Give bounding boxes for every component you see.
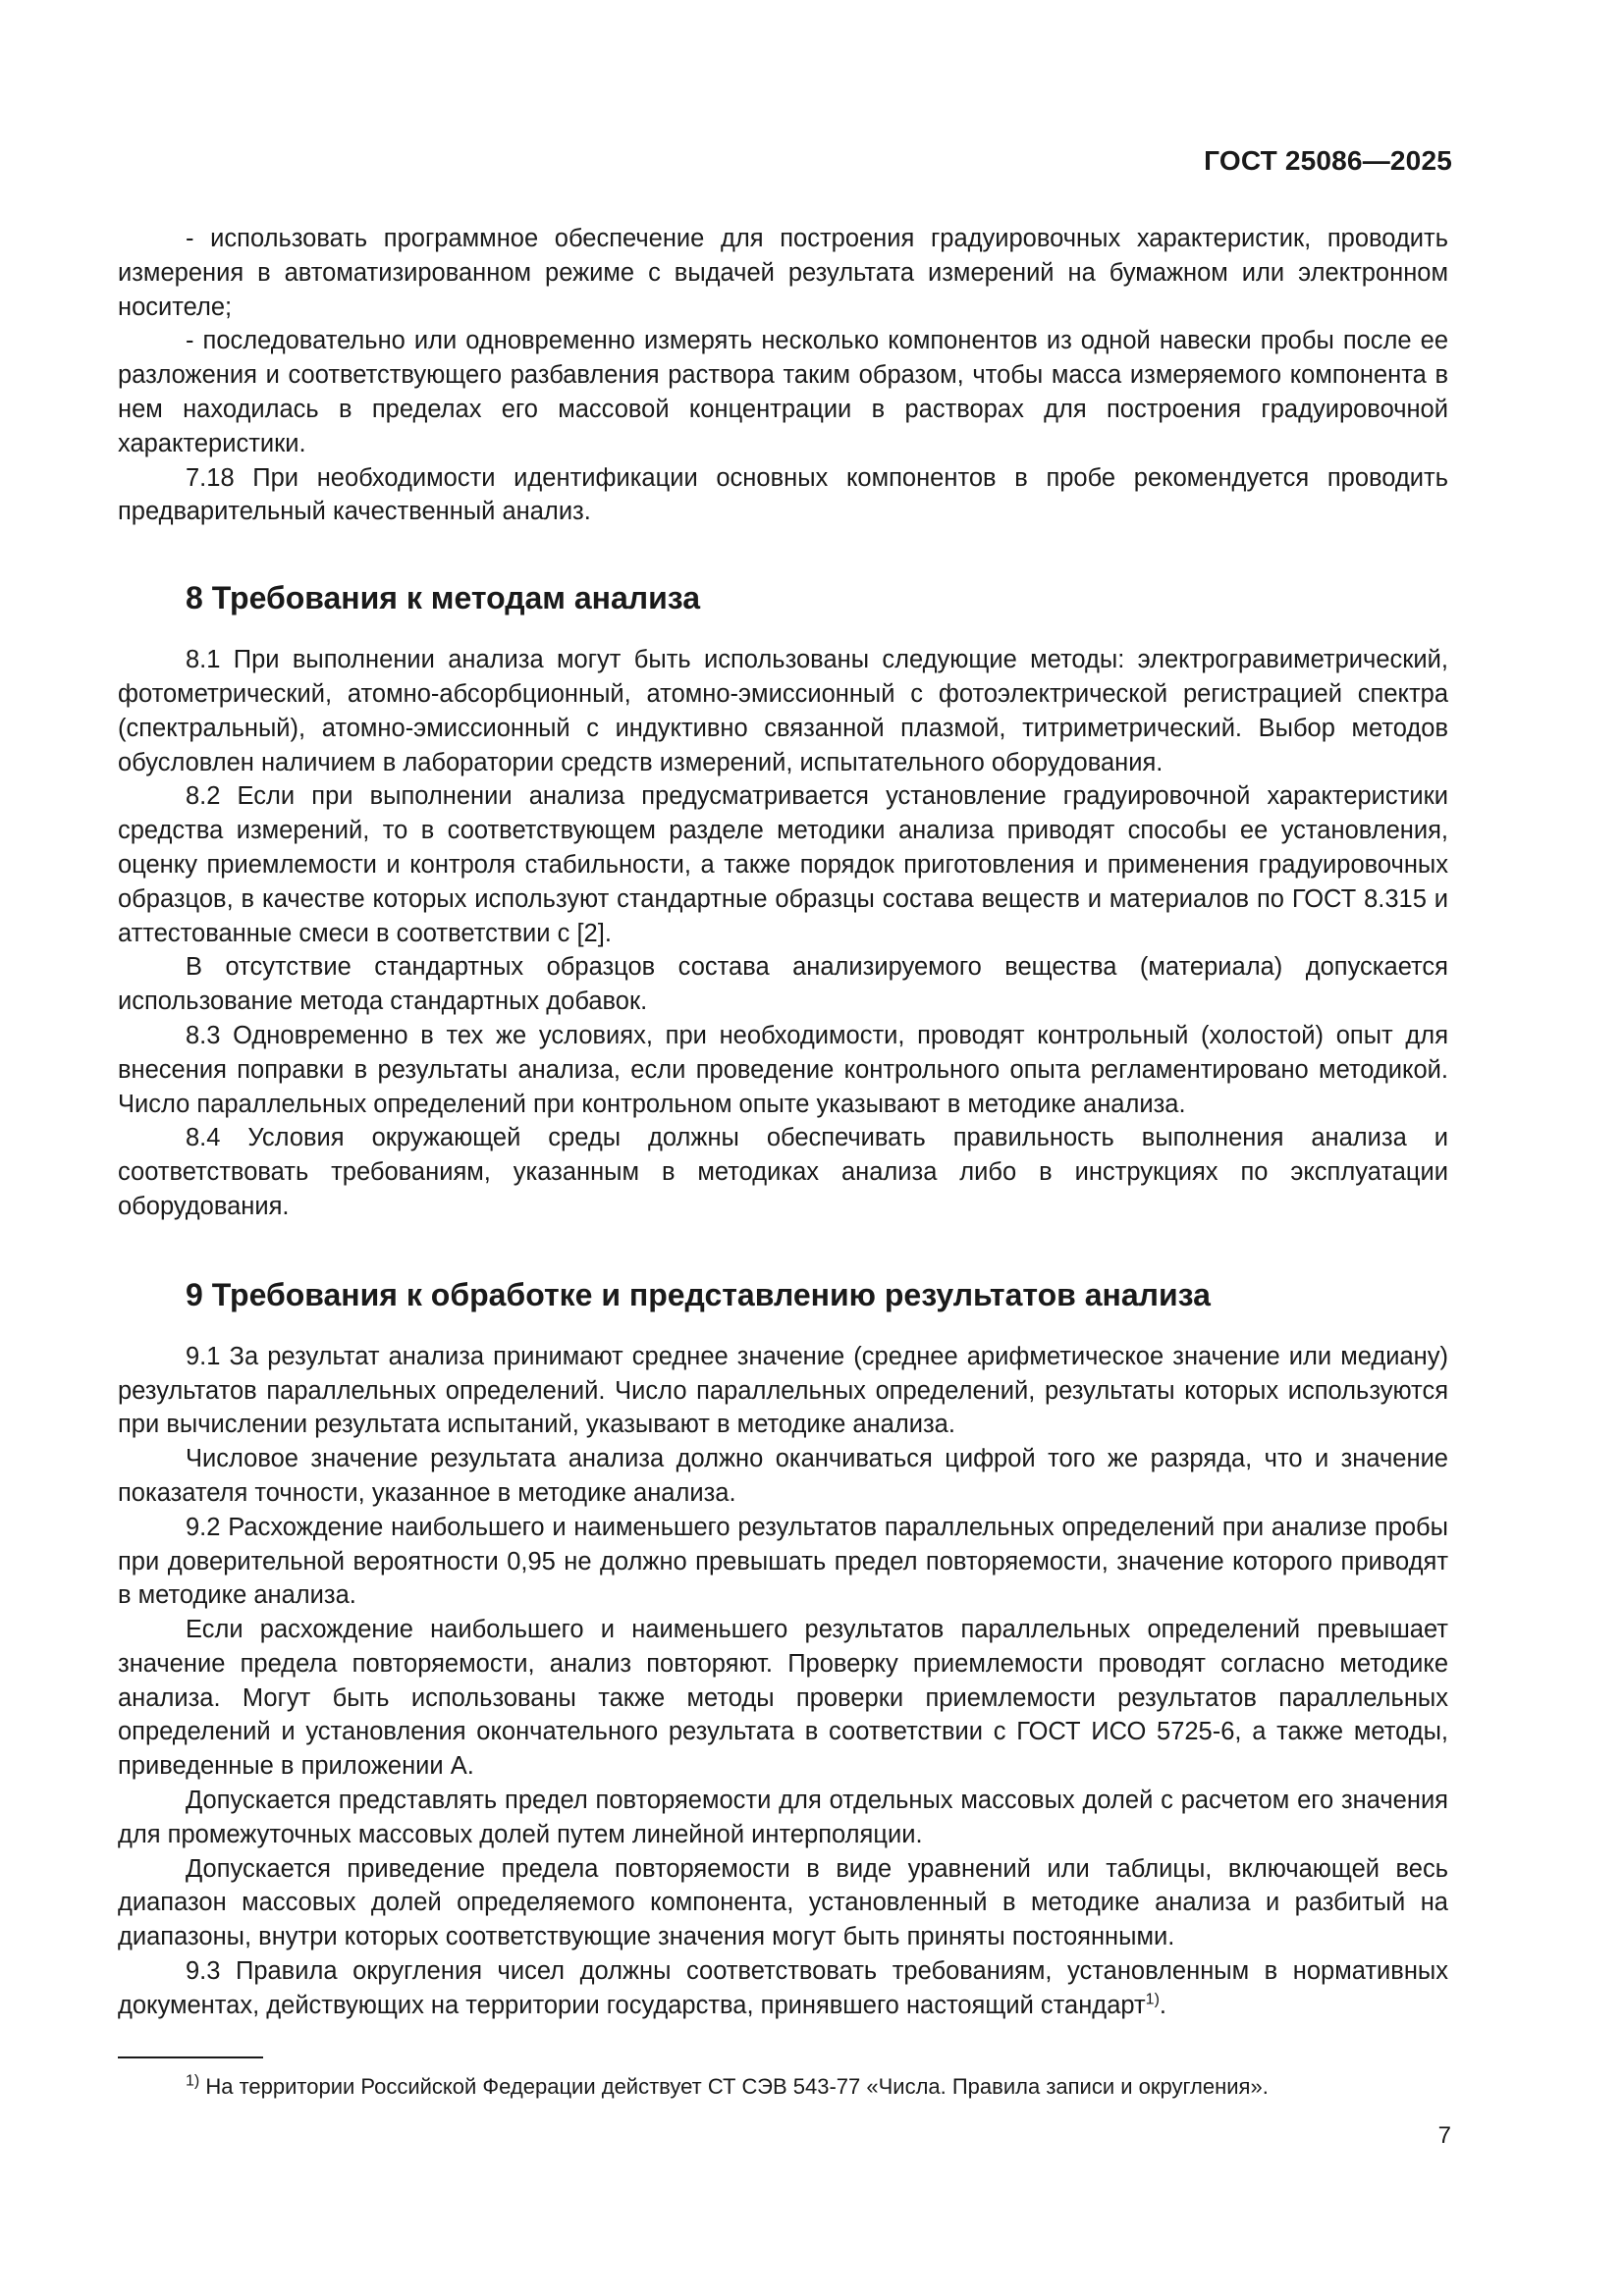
- paragraph: Числовое значение результата анализа должно оканчиваться цифрой того же разряда, что и значение показателя точности, указанное в методике анализа.: [118, 1445, 1448, 1507]
- section-9-heading: 9 Требования к обработке и представлению результатов анализа: [186, 1276, 1211, 1312]
- footnote-reference: 1): [1145, 1991, 1160, 2008]
- paragraph: 8.4 Условия окружающей среды должны обеспечивать правильность выполнения анализа и соответствовать требованиям, указанным в методиках анализа либо в инструкциях по эксплуатации оборудования.: [118, 1124, 1448, 1220]
- paragraph-text: 9.3 Правила округления чисел должны соответствовать требованиям, установленным в нормативных документах, действующих на территории государства, принявшего настоящий стандарт: [118, 1957, 1448, 2019]
- paragraph: 7.18 При необходимости идентификации основных компонентов в пробе рекомендуется проводить предварительный качественный анализ.: [118, 463, 1448, 526]
- paragraph: [118, 1954, 1448, 2023]
- paragraph: Если расхождение наибольшего и наименьшего результатов параллельных определений превышает значение предела повторяемости, анализ повторяют. Проверку приемлемости проводят согласно методике анализа. Могут быть использованы также методы проверки приемлемости результатов параллельных определений и установления окончательного результата в соответствии с ГОСТ ИСО 5725-6, а также методы, приведенные в приложении А.: [118, 1616, 1448, 1781]
- paragraph: 8.3 Одновременно в тех же условиях, при необходимости, проводят контрольный (холостой) опыт для внесения поправки в результаты анализа, если проведение контрольного опыта регламентировано методикой. Число параллельных определений при контрольном опыте указывают в методике анализа.: [118, 1021, 1448, 1118]
- paragraph: В отсутствие стандартных образцов состава анализируемого вещества (материала) допускается использование метода стандартных добавок.: [118, 953, 1448, 1016]
- paragraph: 8.1 При выполнении анализа могут быть использованы следующие методы: электрогравиметрический, фотометрический, атомно-абсорбционный, атомно-эмиссионный с фотоэлектрической регистрацией спектра (спектральный), атомно-эмиссионный с индуктивно связанной плазмой, титриметрический. Выбор методов обусловлен наличием в лаборатории средств измерений, испытательного оборудования.: [118, 646, 1448, 776]
- paragraph: - последовательно или одновременно измерять несколько компонентов из одной навески пробы после ее разложения и соответствующего разбавления раствора таким образом, чтобы масса измеряемого компонента в нем находилась в пределах его массовой концентрации в растворах для построения градуировочной характеристики.: [118, 327, 1448, 457]
- paragraph: 9.1 За результат анализа принимают среднее значение (среднее арифметическое значение или медиану) результатов параллельных определений. Число параллельных определений, результаты которых используются при вычислении результата испытаний, указывают в методике анализа.: [118, 1342, 1448, 1439]
- paragraph: 9.2 Расхождение наибольшего и наименьшего результатов параллельных определений при анализе пробы при доверительной вероятности 0,95 не должно превышать предел повторяемости, значение которого приводят в методике анализа.: [118, 1513, 1448, 1610]
- page-number: 7: [1437, 2122, 1451, 2149]
- footnote-divider: [118, 2056, 263, 2058]
- paragraph: - использовать программное обеспечение для построения градуировочных характеристик, проводить измерения в автоматизированном режиме с выдачей результата измерений на бумажном или электронном носителе;: [118, 225, 1448, 321]
- footnote-marker: 1): [186, 2072, 200, 2090]
- section-8-heading: 8 Требования к методам анализа: [186, 580, 701, 616]
- footnote: [186, 2073, 1452, 2101]
- paragraph-end: .: [1159, 1991, 1166, 2019]
- page-content: [118, 222, 1448, 2023]
- paragraph: Допускается приведение предела повторяемости в виде уравнений или таблицы, включающей весь диапазон массовых долей определяемого компонента, установленный в методике анализа и разбитый на диапазоны, внутри которых соответствующие значения могут быть приняты постоянными.: [118, 1854, 1448, 1951]
- document-id: ГОСТ 25086—2025: [1204, 145, 1452, 176]
- paragraph: 8.2 Если при выполнении анализа предусматривается установление градуировочной характеристики средства измерений, то в соответствующем разделе методики анализа приводят способы ее установления, оценку приемлемости и контроля стабильности, а также порядок приготовления и применения градуировочных образцов, в качестве которых используют стандартные образцы состава веществ и материалов по ГОСТ 8.315 и аттестованные смеси в соответствии с [2].: [118, 782, 1448, 947]
- footnote-text: На территории Российской Федерации действует СТ СЭВ 543-77 «Числа. Правила записи и округления».: [199, 2074, 1269, 2099]
- paragraph: Допускается представлять предел повторяемости для отдельных массовых долей с расчетом его значения для промежуточных массовых долей путем линейной интерполяции.: [118, 1787, 1448, 1848]
